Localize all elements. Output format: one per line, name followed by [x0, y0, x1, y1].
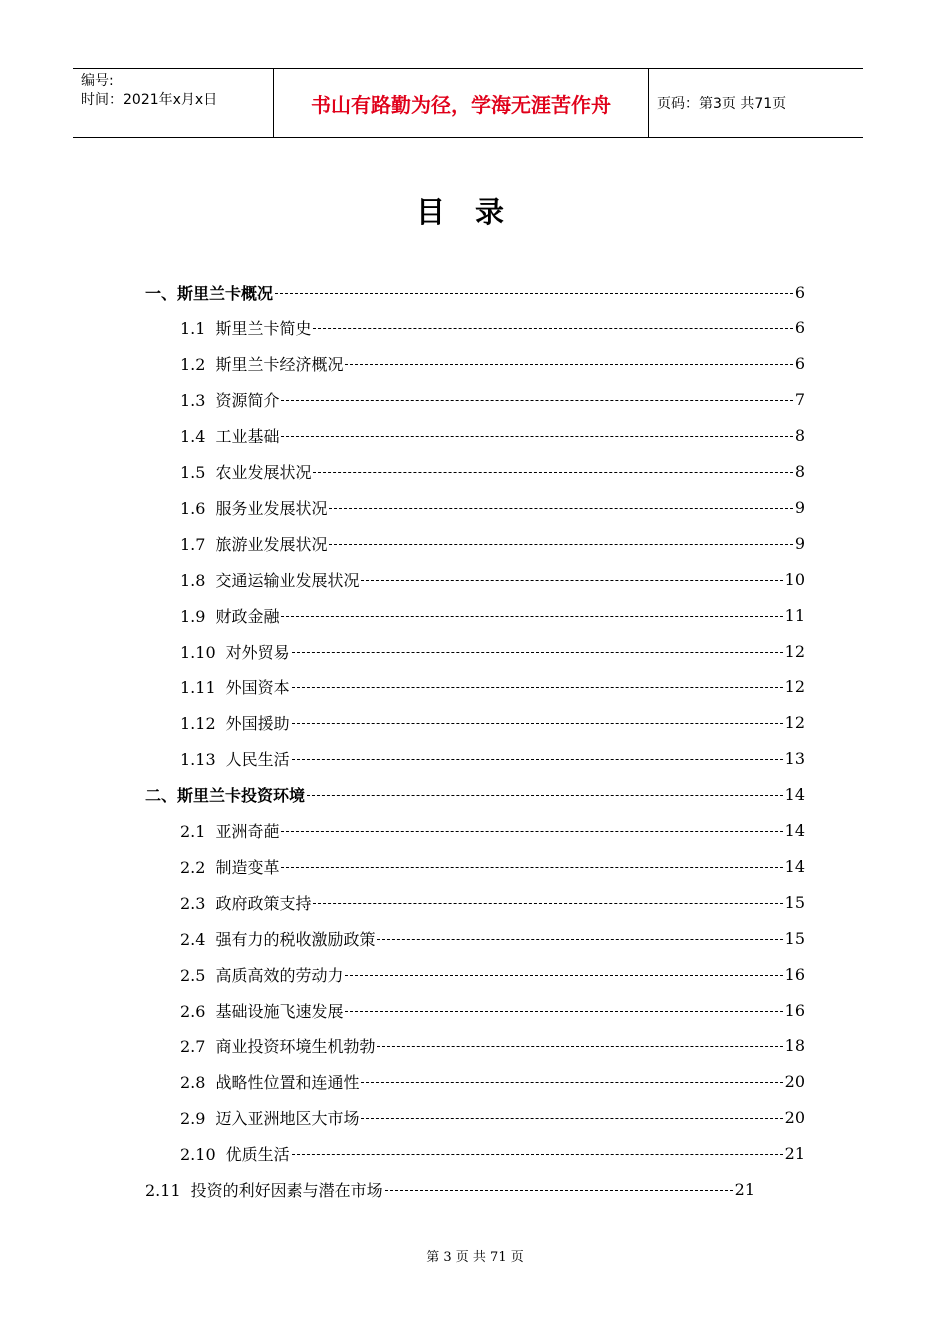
toc-leader-line — [329, 508, 792, 509]
header-meta — [73, 69, 274, 137]
toc-entry[interactable] — [180, 346, 805, 382]
toc-entry-page: 12 — [784, 641, 805, 661]
toc-entry-number: 2.5 — [180, 965, 206, 985]
page-header — [73, 68, 863, 138]
toc-entry-label — [180, 891, 311, 914]
toc-entry-text: 服务业发展状况 — [215, 498, 328, 518]
toc-entry[interactable] — [180, 633, 805, 669]
toc-entry[interactable] — [180, 920, 805, 956]
toc-leader-line — [361, 580, 782, 581]
toc-entry-label — [180, 352, 343, 375]
toc-entry-label — [180, 388, 279, 411]
toc-entry-text: 制造变革 — [215, 857, 280, 877]
toc-entry[interactable] — [180, 525, 805, 561]
toc-leader-line — [292, 759, 783, 760]
toc-entry-number: 1.6 — [180, 498, 206, 518]
header-motto: 书山有路勤为径，学海无涯苦作舟 — [274, 69, 649, 137]
time-label: 时间：2021年x月x日 — [81, 92, 218, 108]
toc-entry-number: 1.1 — [180, 319, 206, 339]
toc-entry-page: 14 — [784, 785, 805, 805]
toc-entry-page: 9 — [794, 497, 805, 517]
toc-leader-line — [345, 1011, 782, 1012]
toc-entry-label — [180, 316, 311, 339]
toc-entry-number: 1.7 — [180, 534, 206, 554]
toc-leader-line — [313, 472, 792, 473]
toc-entry[interactable] — [180, 1100, 805, 1136]
toc-leader-line — [281, 400, 792, 401]
toc-entry-text: 迈入亚洲地区大市场 — [215, 1109, 360, 1129]
toc-entry-page: 12 — [784, 713, 805, 733]
toc-entry-label — [180, 640, 290, 663]
toc-entry-page: 15 — [784, 928, 805, 948]
toc-entry-label — [145, 1178, 383, 1201]
page-footer: 第 3 页 共 71 页 — [426, 1250, 524, 1265]
toc-entry-number: 1.11 — [180, 678, 216, 698]
toc-entry-number: 2.7 — [180, 1037, 206, 1057]
toc-leader-line — [281, 616, 782, 617]
toc-entry-text: 商业投资环境生机勃勃 — [215, 1037, 376, 1057]
toc-entry-page: 8 — [794, 426, 805, 446]
toc-entry-label — [180, 568, 359, 591]
toc-leader-line — [377, 939, 782, 940]
toc-entry[interactable] — [180, 741, 805, 777]
toc-entry[interactable] — [180, 1028, 805, 1064]
toc-entry[interactable] — [145, 1172, 755, 1208]
toc-leader-line — [292, 1154, 783, 1155]
toc-entry-text: 农业发展状况 — [215, 463, 312, 482]
toc-entry-number: 1.10 — [180, 642, 216, 662]
toc-entry-text: 斯里兰卡简史 — [215, 319, 312, 339]
toc-leader-line — [281, 436, 792, 437]
toc-entry-label — [180, 999, 343, 1022]
toc-entry-page: 21 — [784, 1144, 805, 1164]
toc-entry[interactable] — [180, 310, 805, 346]
toc-entry-label — [180, 424, 279, 447]
toc-entry-label — [180, 963, 343, 986]
toc-entry-label — [145, 281, 273, 304]
toc-entry-page: 14 — [784, 856, 805, 876]
toc-entry[interactable] — [180, 705, 805, 741]
toc-entry[interactable] — [180, 884, 805, 920]
toc-entry-number: 1.3 — [180, 391, 206, 411]
number-label: 编号: — [81, 73, 114, 89]
toc-entry-text: 基础设施飞速发展 — [215, 1001, 344, 1021]
toc-entry[interactable] — [180, 418, 805, 454]
toc-entry-label — [180, 819, 279, 842]
toc-entry-text: 高质高效的劳动力 — [215, 965, 344, 985]
toc-entry-label — [180, 1106, 359, 1129]
toc-entry[interactable] — [145, 777, 805, 813]
toc-entry-page: 12 — [784, 677, 805, 697]
toc-entry-text: 资源简介 — [215, 391, 280, 411]
toc-entry-text: 战略性位置和连通性 — [215, 1073, 360, 1093]
toc-entry[interactable] — [180, 597, 805, 633]
toc-leader-line — [377, 1046, 782, 1047]
toc-entry[interactable] — [180, 813, 805, 849]
toc-leader-line — [313, 903, 782, 904]
toc-leader-line — [281, 831, 782, 832]
toc-entry-text: 对外贸易 — [225, 642, 290, 662]
toc-leader-line — [385, 1190, 733, 1191]
toc-entry-number: 2.11 — [145, 1181, 181, 1200]
toc-entry-number: 2.10 — [180, 1145, 216, 1165]
toc-entry-label — [180, 1034, 375, 1057]
toc-entry-number: 1.2 — [180, 355, 206, 375]
toc-entry-label — [180, 747, 290, 770]
toc-entry-page: 9 — [794, 533, 805, 553]
toc-entry-page: 21 — [734, 1180, 755, 1199]
toc-leader-line — [329, 544, 792, 545]
toc-entry-page: 6 — [794, 318, 805, 338]
toc-entry-label — [180, 675, 290, 698]
toc-entry-text: 强有力的税收激励政策 — [215, 929, 376, 949]
toc-entry-text: 斯里兰卡概况 — [177, 283, 274, 303]
toc-entry[interactable] — [180, 848, 805, 884]
toc-leader-line — [281, 867, 782, 868]
toc-entry-page: 13 — [784, 749, 805, 769]
toc-entry-number: 1.4 — [180, 427, 206, 447]
toc-entry-page: 16 — [784, 964, 805, 984]
toc-entry-page: 7 — [794, 390, 805, 410]
toc-entry-number: 2.9 — [180, 1109, 206, 1129]
toc-entry-label — [180, 496, 327, 519]
toc-entry-number: 2.8 — [180, 1073, 206, 1093]
toc-entry[interactable] — [180, 454, 805, 490]
toc-entry-number: 1.13 — [180, 750, 216, 770]
toc-entry-text: 旅游业发展状况 — [215, 534, 328, 554]
toc-entry-text: 交通运输业发展状况 — [215, 570, 360, 590]
toc-entry[interactable] — [180, 956, 805, 992]
toc-entry-text: 人民生活 — [225, 750, 290, 770]
toc-entry[interactable] — [180, 489, 805, 525]
toc-entry-page: 16 — [784, 1000, 805, 1020]
toc-entry[interactable] — [180, 1136, 805, 1172]
toc-entry-page: 20 — [784, 1108, 805, 1128]
toc-entry[interactable] — [145, 274, 805, 310]
toc-entry-page: 14 — [784, 821, 805, 840]
toc-entry-text: 亚洲奇葩 — [215, 822, 280, 841]
toc-entry[interactable] — [180, 1064, 805, 1100]
toc-leader-line — [275, 293, 793, 294]
page-title: 目录 — [415, 195, 534, 229]
toc-leader-line — [292, 687, 783, 688]
toc-entry-label — [180, 1142, 290, 1165]
toc-entry-page: 18 — [784, 1036, 805, 1056]
toc-leader-line — [292, 723, 783, 724]
toc-entry-number: 一、 — [145, 283, 178, 303]
toc-entry-text: 工业基础 — [215, 427, 280, 447]
toc-entry-label — [180, 711, 290, 734]
toc-leader-line — [307, 795, 783, 796]
toc-entry-number: 2.3 — [180, 893, 206, 913]
toc-leader-line — [345, 364, 792, 365]
toc-entry-text: 斯里兰卡经济概况 — [215, 355, 344, 375]
toc-entry[interactable] — [180, 382, 805, 418]
toc-entry-text: 外国援助 — [225, 714, 290, 734]
toc-entry-text: 财政金融 — [215, 606, 280, 626]
toc-entry-text: 投资的利好因素与潜在市场 — [190, 1181, 383, 1200]
toc-entry[interactable] — [180, 561, 805, 597]
toc-entry-number: 1.8 — [180, 570, 206, 590]
toc-entry-number: 2.4 — [180, 929, 206, 949]
toc-entry-text: 外国资本 — [225, 678, 290, 698]
toc-entry-number: 二、 — [145, 786, 178, 806]
toc-entry-label — [180, 604, 279, 627]
toc-leader-line — [345, 975, 782, 976]
toc-entry-page: 6 — [794, 282, 805, 302]
toc-entry-label — [145, 783, 305, 806]
toc-entry[interactable] — [180, 992, 805, 1028]
toc-entry-text: 斯里兰卡投资环境 — [177, 786, 306, 806]
toc-entry-number: 1.12 — [180, 714, 216, 734]
toc-entry-page: 6 — [794, 354, 805, 374]
toc-entry-label — [180, 927, 375, 950]
toc-entry-number: 2.1 — [180, 822, 206, 841]
toc-entry-label — [180, 532, 327, 555]
toc-leader-line — [313, 328, 792, 329]
toc-entry[interactable] — [180, 669, 805, 705]
toc-entry-number: 2.2 — [180, 857, 206, 877]
toc-entry-page: 8 — [794, 462, 805, 481]
toc-entry-text: 优质生活 — [225, 1145, 290, 1165]
toc-leader-line — [361, 1082, 782, 1083]
toc-leader-line — [292, 652, 783, 653]
toc-entry-label — [180, 460, 311, 483]
toc-entry-label — [180, 855, 279, 878]
toc-entry-page: 10 — [784, 569, 805, 589]
toc-entry-label — [180, 1070, 359, 1093]
toc-entry-page: 15 — [784, 892, 805, 912]
toc-entry-number: 1.5 — [180, 463, 206, 482]
toc-entry-number: 1.9 — [180, 606, 206, 626]
toc-entry-page: 11 — [784, 605, 805, 625]
toc-entry-number: 2.6 — [180, 1001, 206, 1021]
toc-leader-line — [361, 1118, 782, 1119]
toc-entry-text: 政府政策支持 — [215, 893, 312, 913]
header-page-label: 页码：第3页 共71页 — [657, 96, 787, 112]
toc-entry-page: 20 — [784, 1072, 805, 1092]
